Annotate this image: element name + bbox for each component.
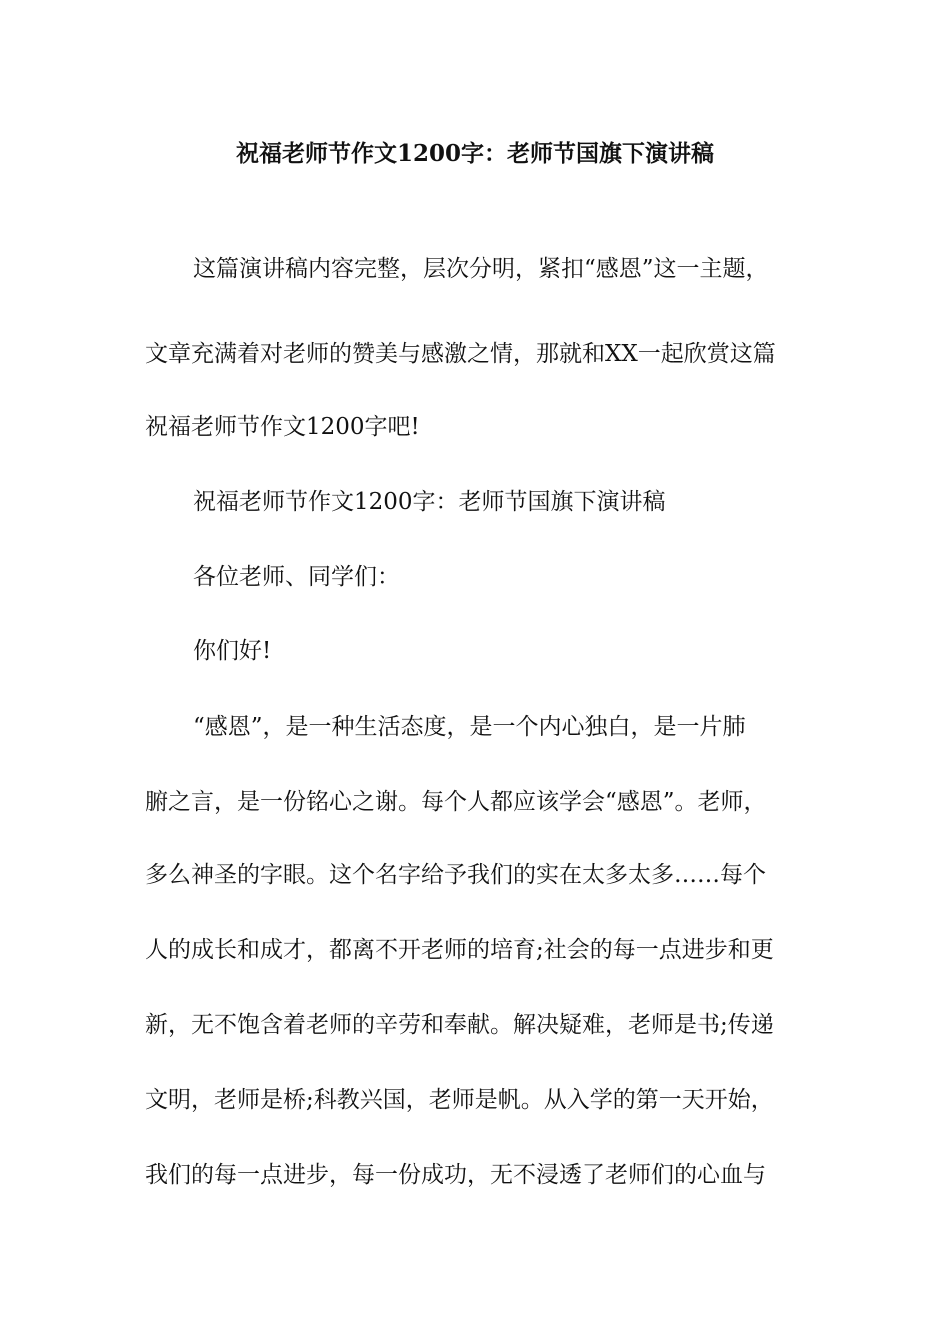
paragraph-line: 腑之言，是一份铭心之谢。每个人都应该学会“感恩”。老师， (145, 789, 767, 815)
paragraph-line: 祝福老师节作文1200字吧! (145, 414, 420, 440)
paragraph-line: 你们好! (193, 638, 272, 664)
paragraph-line: 人的成长和成才，都离不开老师的培育;社会的每一点进步和更 (145, 937, 774, 963)
paragraph-line: 我们的每一点进步，每一份成功，无不浸透了老师们的心血与 (145, 1162, 766, 1188)
document-title: 祝福老师节作文1200字：老师节国旗下演讲稿 (235, 140, 714, 167)
paragraph-line: 新，无不饱含着老师的辛劳和奉献。解决疑难，老师是书;传递 (145, 1012, 774, 1038)
paragraph-line: “感恩”，是一种生活态度，是一个内心独白，是一片肺 (193, 714, 746, 740)
paragraph-line: 文章充满着对老师的赞美与感激之情，那就和XX一起欣赏这篇 (145, 341, 776, 367)
paragraph-line: 文明，老师是桥;科教兴国，老师是帆。从入学的第一天开始， (145, 1087, 774, 1113)
paragraph-line: 这篇演讲稿内容完整，层次分明，紧扣“感恩”这一主题， (193, 256, 769, 282)
paragraph-line: 祝福老师节作文1200字：老师节国旗下演讲稿 (193, 489, 666, 515)
paragraph-line: 各位老师、同学们： (193, 564, 400, 590)
paragraph-line: 多么神圣的字眼。这个名字给予我们的实在太多太多……每个 (145, 862, 766, 888)
